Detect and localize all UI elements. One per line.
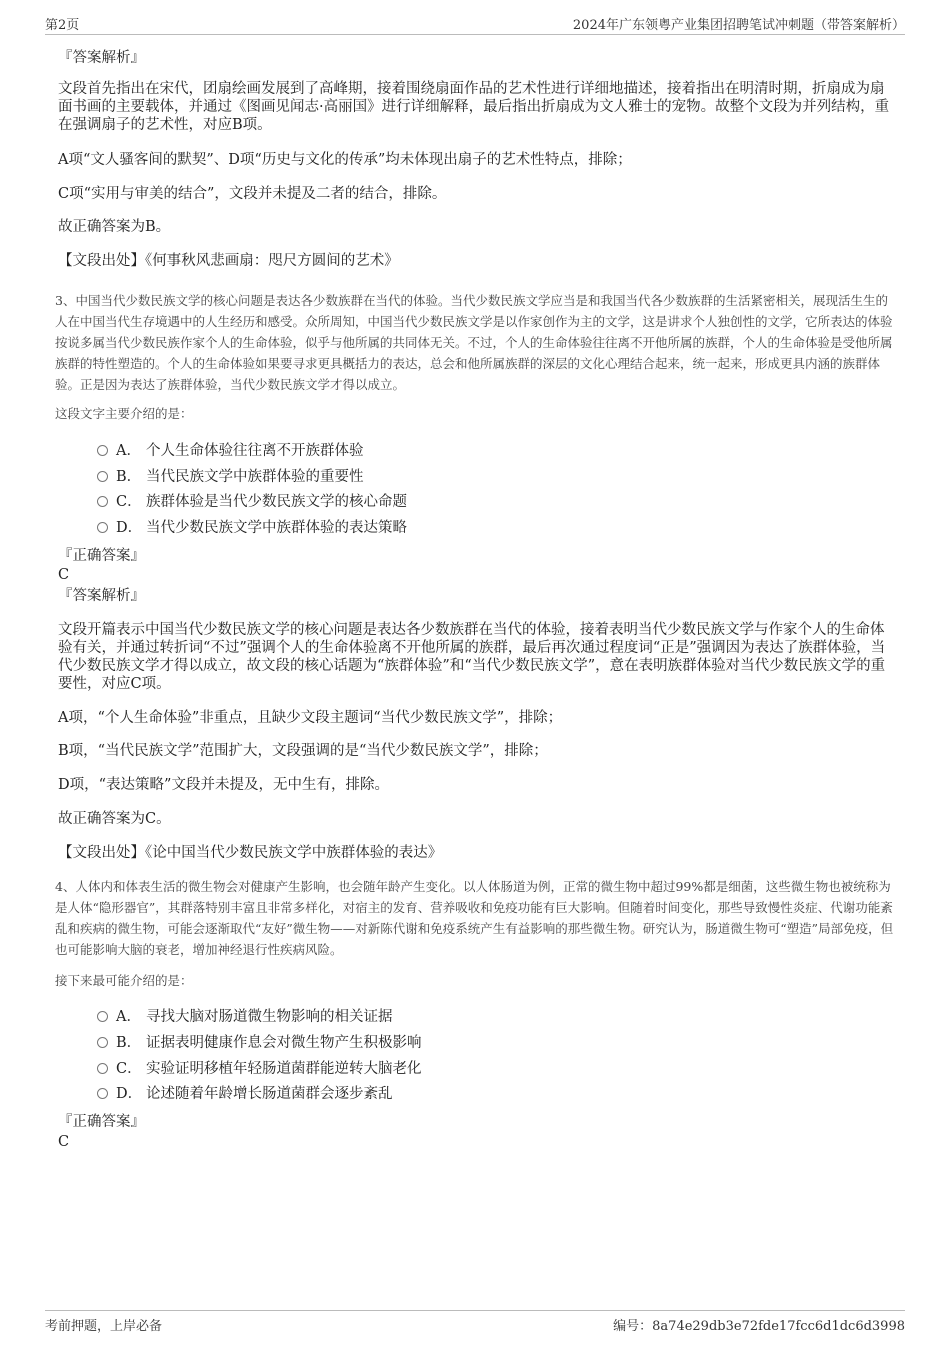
q3-option-b-analysis: B项，“当代民族文学”范围扩大，文段强调的是“当代少数民族文学”，排除；	[58, 743, 548, 759]
q4-option-a[interactable]: A． 寻找大脑对肠道微生物影响的相关证据	[97, 1007, 393, 1027]
q3-analysis-label: 『答案解析』	[58, 588, 145, 604]
q3-option-b[interactable]: B． 当代民族文学中族群体验的重要性	[97, 467, 364, 487]
q3-option-d-analysis: D项，“表达策略”文段并未提及，无中生有，排除。	[58, 777, 389, 793]
radio-icon[interactable]	[97, 1037, 108, 1048]
radio-icon[interactable]	[97, 522, 108, 533]
document-title: 2024年广东领粤产业集团招聘笔试冲刺题（带答案解析）	[572, 18, 905, 33]
q3-option-d[interactable]: D． 当代少数民族文学中族群体验的表达策略	[97, 518, 407, 538]
page-footer	[45, 1310, 905, 1334]
q2-analysis-text: 文段首先指出在宋代，团扇绘画发展到了高峰期，接着围绕扇面作品的艺术性进行详细地描述，接着指出在明清时期，折扇成为扇面书画的主要载体，并通过《图画见闻志·高丽国》进行详细解释，最后指出折扇成为文人雅士的宠物。故整个文段为并列结构，重在强调扇子的艺术性，对应B项。	[58, 81, 890, 133]
q3-answer: C	[58, 567, 70, 583]
q4-option-d[interactable]: D． 论述随着年龄增长肠道菌群会逐步紊乱	[97, 1084, 393, 1104]
radio-icon[interactable]	[97, 1088, 108, 1099]
q3-source: 【文段出处】《论中国当代少数民族文学中族群体验的表达》	[58, 845, 443, 861]
q3-option-a[interactable]: A． 个人生命体验往往离不开族群体验	[97, 441, 364, 461]
q3-passage: 3、中国当代少数民族文学的核心问题是表达各少数族群在当代的体验。当代少数民族文学应当是和我国当代各少数族群的生活紧密相关，展现活生生的人在中国当代生存境遇中的人生经历和感受。众所周知，中国当代少数民族文学是以作家创作为主的文学，这是讲求个人独创性的文学，它所表达的体验按说多属当代少数民族作家个人的生命体验，似乎与他所属的共同体无关。不过，个人的生命体验往往离不开他所属的族群，个人的生命体验是受他所属族群的特性塑造的。个人的生命体验如果要寻求更具概括力的表达，总会和他所属族群的深层的文化心理结合起来，统一起来，形成更具内涵的族群体验。正是因为表达了族群体验，当代少数民族文学才得以成立。	[55, 293, 893, 392]
q3-answer-label: 『正确答案』	[58, 548, 145, 564]
page-number: 第2页	[45, 18, 80, 33]
radio-icon[interactable]	[97, 471, 108, 482]
q3-option-a-analysis: A项，“个人生命体验”非重点，且缺少文段主题词“当代少数民族文学”，排除；	[58, 710, 563, 726]
document-id: 编号：8a74e29db3e72fde17fcc6d1dc6d3998	[613, 1319, 905, 1334]
radio-icon[interactable]	[97, 445, 108, 456]
q3-analysis-text: 文段开篇表示中国当代少数民族文学的核心问题是表达各少数族群在当代的体验，接着表明当代少数民族文学与作家个人的生命体验有关，并通过转折词“不过”强调个人的生命体验离不开他所属的族群，最后再次通过程度词“正是”强调因为表达了族群体验，当代少数民族文学才得以成立，故文段的核心话题为“族群体验”和“当代少数民族文学”，意在表明族群体验对当代少数民族文学的重要性，对应C项。	[58, 622, 886, 692]
q2-source: 【文段出处】《何事秋风悲画扇：咫尺方圆间的艺术》	[58, 253, 399, 269]
q3-question: 这段文字主要介绍的是：	[55, 406, 193, 421]
footer-slogan: 考前押题，上岸必备	[45, 1319, 163, 1334]
q4-answer: C	[58, 1134, 70, 1150]
q4-option-b[interactable]: B． 证据表明健康作息会对微生物产生积极影响	[97, 1033, 422, 1053]
radio-icon[interactable]	[97, 1011, 108, 1022]
q2-option-c-analysis: C项“实用与审美的结合”，文段并未提及二者的结合，排除。	[58, 186, 447, 202]
q2-option-a-d-analysis: A项“文人骚客间的默契”、D项“历史与文化的传承”均未体现出扇子的艺术性特点，排除；	[58, 152, 632, 168]
q3-conclusion: 故正确答案为C。	[58, 811, 171, 827]
q4-answer-label: 『正确答案』	[58, 1114, 145, 1130]
q4-option-c[interactable]: C． 实验证明移植年轻肠道菌群能逆转大脑老化	[97, 1059, 422, 1079]
radio-icon[interactable]	[97, 1063, 108, 1074]
q4-question: 接下来最可能介绍的是：	[55, 973, 193, 988]
q3-option-c[interactable]: C． 族群体验是当代少数民族文学的核心命题	[97, 492, 407, 512]
radio-icon[interactable]	[97, 496, 108, 507]
q2-conclusion: 故正确答案为B。	[58, 219, 171, 235]
page-header	[45, 14, 905, 35]
q2-analysis-label: 『答案解析』	[58, 50, 145, 66]
q4-passage: 4、人体内和体表生活的微生物会对健康产生影响，也会随年龄产生变化。以人体肠道为例，正常的微生物中超过99%都是细菌，这些微生物也被统称为是人体“隐形器官”，其群落特别丰富且非常多样化，对宿主的发育、营养吸收和免疫功能有巨大影响。但随着时间变化，那些导致慢性炎症、代谢功能紊乱和疾病的微生物，可能会逐渐取代“友好”微生物——对新陈代谢和免疫系统产生有益影响的那些微生物。研究认为，肠道微生物可“塑造”局部免疫，但也可能影响大脑的衰老，增加神经退行性疾病风险。	[55, 879, 894, 957]
